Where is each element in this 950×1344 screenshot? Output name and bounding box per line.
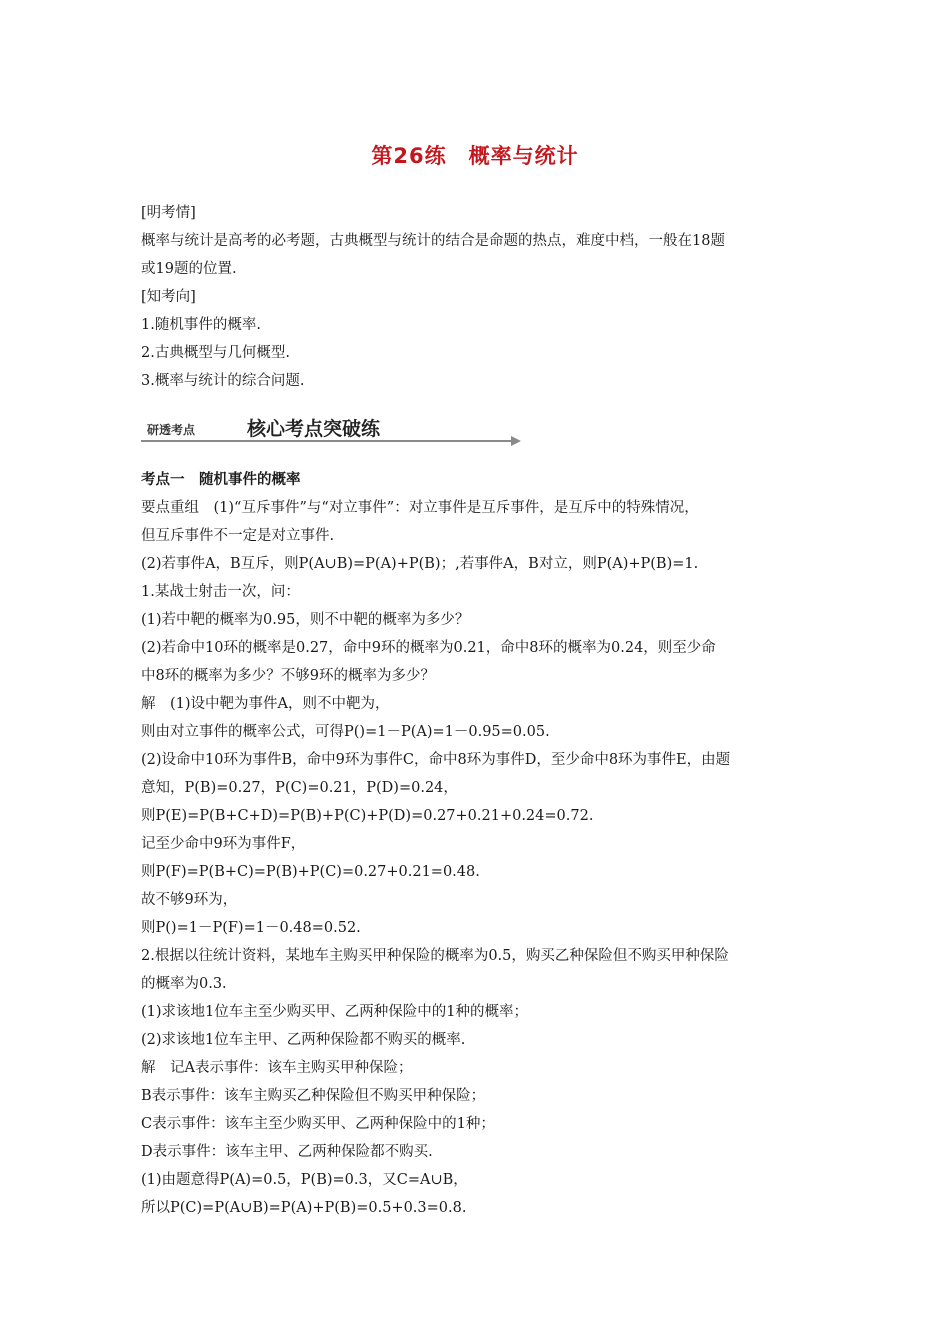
banner-title: 核心考点突破练 <box>247 418 381 440</box>
intro-line: 或19题的位置. <box>141 261 237 277</box>
solution-line: 解 记A表示事件：该车主购买甲种保险； <box>141 1060 413 1076</box>
section-heading: 考点一 随机事件的概率 <box>141 472 301 488</box>
solution-line: (2)设命中10环为事件B，命中9环为事件C，命中8环为事件D，至少命中8环为事件E，由题 <box>141 752 731 768</box>
banner-underline <box>141 440 513 442</box>
intro-line: 概率与统计是高考的必考题，古典概型与统计的结合是命题的热点，难度中档，一般在18题 <box>141 233 725 249</box>
solution-line: 则P()=1－P(F)=1－0.48=0.52. <box>141 920 361 936</box>
solution-line: B表示事件：该车主购买乙种保险但不购买甲种保险； <box>141 1088 486 1104</box>
question-line: (2)求该地1位车主甲、乙两种保险都不购买的概率. <box>141 1032 466 1048</box>
solution-line: 则P(F)=P(B+C)=P(B)+P(C)=0.27+0.21=0.48. <box>141 864 480 880</box>
content-section <box>141 466 821 1222</box>
text-line: 但互斥事件不一定是对立事件. <box>141 528 335 544</box>
intro-line: 2.古典概型与几何概型. <box>141 345 290 361</box>
question-line: (1)若中靶的概率为0.95，则不中靶的概率为多少？ <box>141 612 470 628</box>
question-line: 1.某战士射击一次，问： <box>141 584 300 600</box>
banner-small-label: 研透考点 <box>147 423 196 437</box>
solution-line: 意知，P(B)=0.27，P(C)=0.21，P(D)=0.24， <box>141 780 458 796</box>
solution-line: C表示事件：该车主至少购买甲、乙两种保险中的1种； <box>141 1116 495 1132</box>
question-line: 2.根据以往统计资料，某地车主购买甲种保险的概率为0.5，购买乙种保险但不购买甲种保险 <box>141 948 729 964</box>
solution-line: 解 (1)设中靶为事件A，则不中靶为， <box>141 696 390 712</box>
section-banner <box>141 412 523 448</box>
solution-line: (1)由题意得P(A)=0.5，P(B)=0.3，又C=A∪B， <box>141 1172 468 1188</box>
intro-line: 3.概率与统计的综合问题. <box>141 373 305 389</box>
intro-section <box>141 199 821 395</box>
question-line: (2)若命中10环的概率是0.27，命中9环的概率为0.21，命中8环的概率为0.24，则至少命 <box>141 640 716 656</box>
solution-line: D表示事件：该车主甲、乙两种保险都不购买. <box>141 1144 433 1160</box>
solution-line: 所以P(C)=P(A∪B)=P(A)+P(B)=0.5+0.3=0.8. <box>141 1200 467 1216</box>
solution-line: 记至少命中9环为事件F， <box>141 836 306 852</box>
solution-line: 故不够9环为， <box>141 892 238 908</box>
intro-line: 1.随机事件的概率. <box>141 317 261 333</box>
question-line: (1)求该地1位车主至少购买甲、乙两种保险中的1种的概率； <box>141 1004 528 1020</box>
text-line: 要点重组 (1)“互斥事件”与“对立事件”：对立事件是互斥事件，是互斥中的特殊情况， <box>141 500 699 516</box>
intro-line: [明考情] <box>141 205 196 221</box>
text-line: (2)若事件A，B互斥，则P(A∪B)=P(A)+P(B)；,若事件A，B对立，则P(A)+P(B)=1. <box>141 556 699 572</box>
page-title: 第26练 概率与统计 <box>371 144 579 168</box>
solution-line: 则由对立事件的概率公式，可得P()=1－P(A)=1－0.95=0.05. <box>141 724 550 740</box>
question-line: 的概率为0.3. <box>141 976 227 992</box>
intro-line: [知考向] <box>141 289 196 305</box>
question-line: 中8环的概率为多少？不够9环的概率为多少？ <box>141 668 435 684</box>
arrow-right-icon <box>511 436 521 446</box>
solution-line: 则P(E)=P(B+C+D)=P(B)+P(C)+P(D)=0.27+0.21+0.24=0.72. <box>141 808 594 824</box>
